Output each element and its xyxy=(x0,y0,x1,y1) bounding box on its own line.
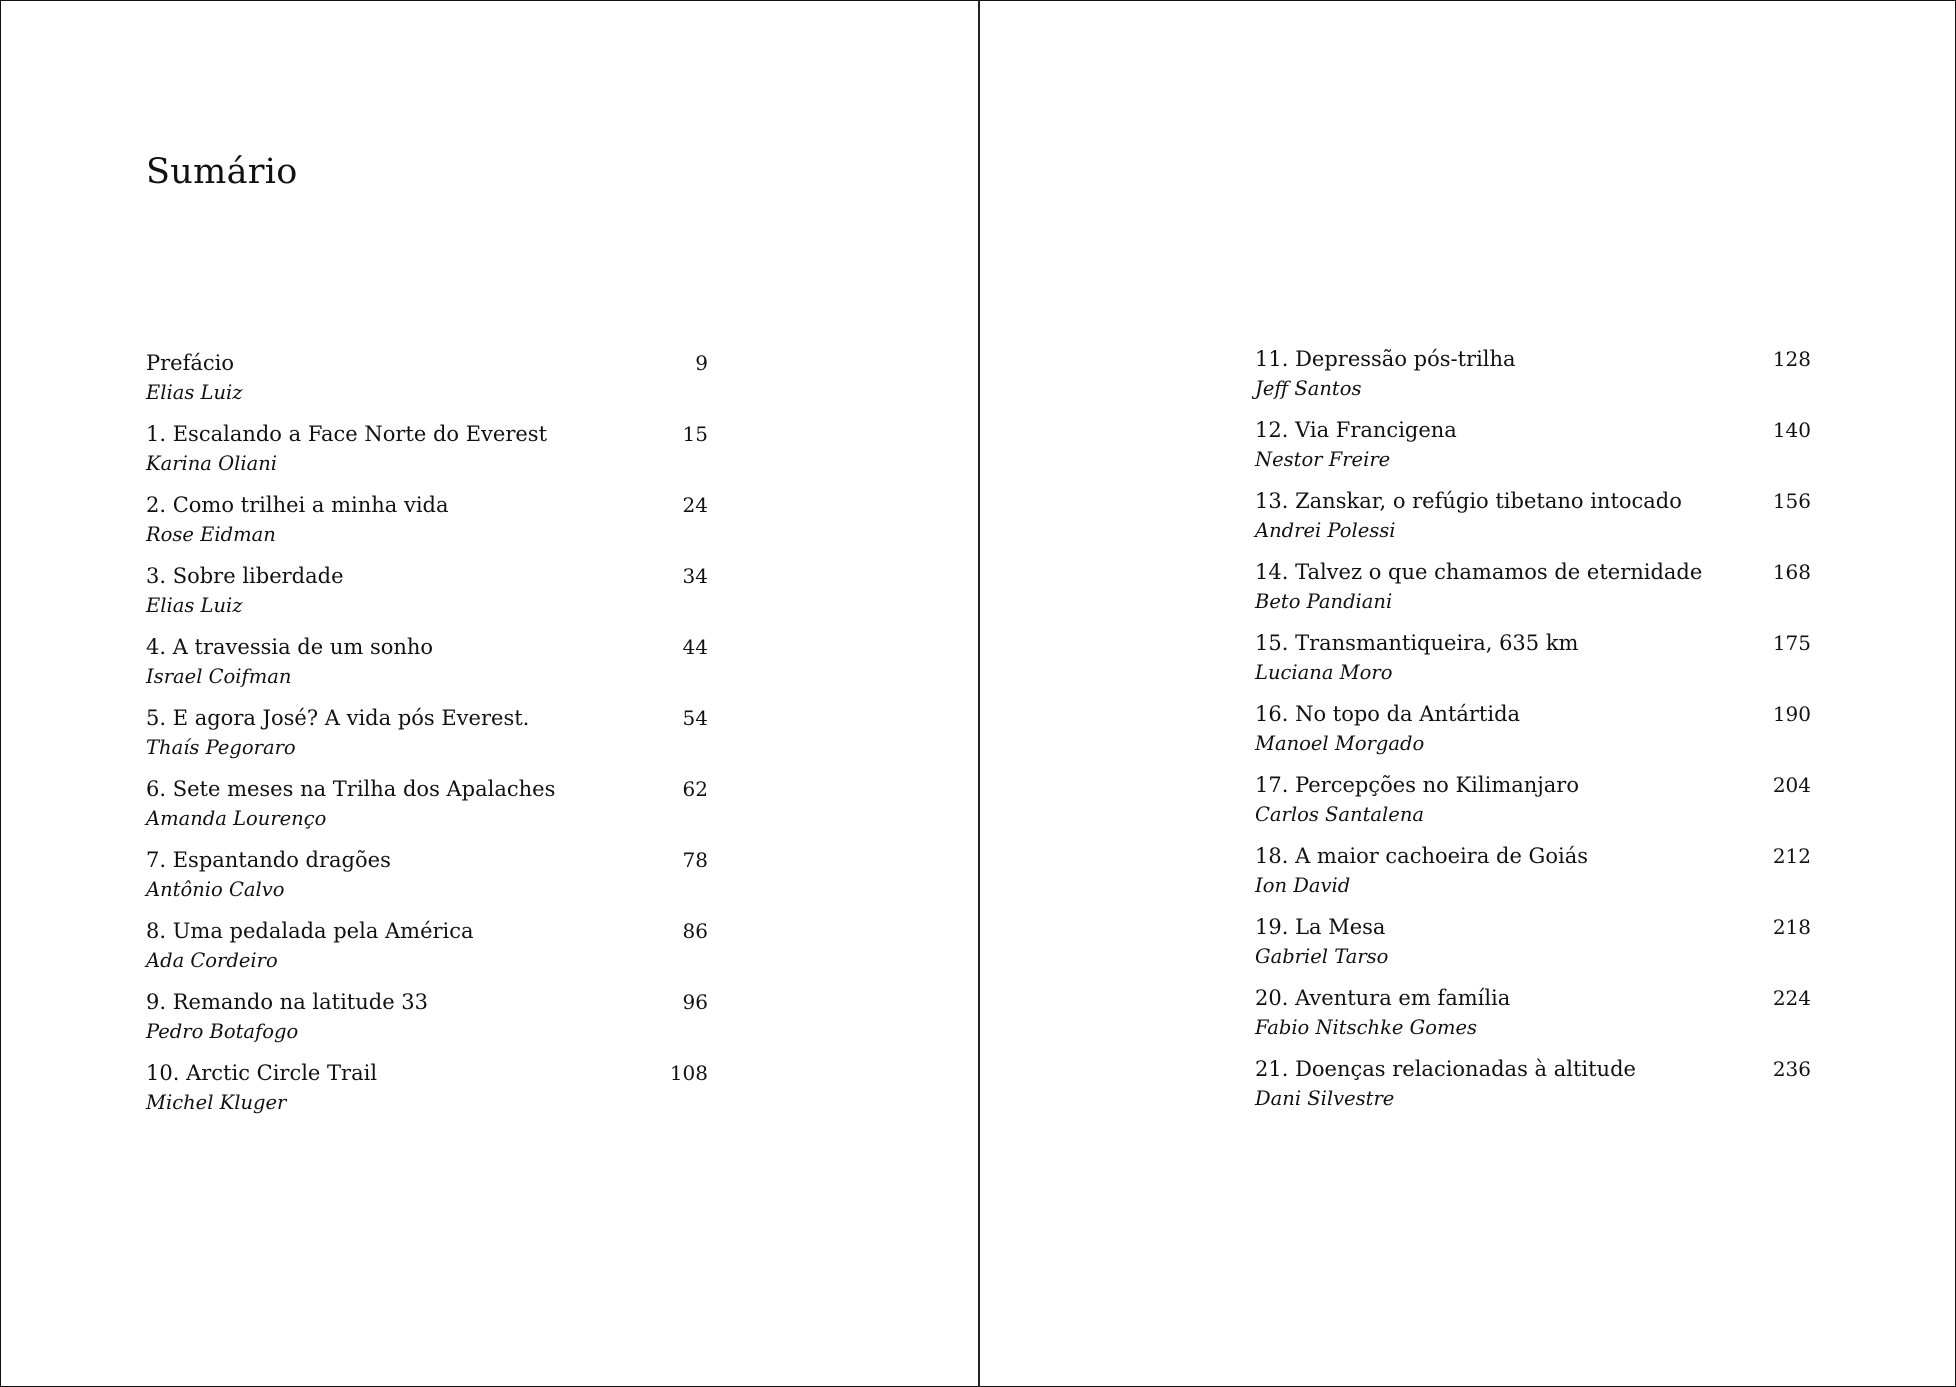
toc-entry-title: 4. A travessia de um sonho xyxy=(146,635,434,659)
toc-entry-page-number: 15 xyxy=(682,422,708,446)
toc-entry-author: Pedro Botafogo xyxy=(146,1020,299,1043)
toc-entry xyxy=(1255,770,1811,841)
toc-entry-title: 2. Como trilhei a minha vida xyxy=(146,493,449,517)
toc-entry-author: Rose Eidman xyxy=(146,523,276,546)
toc-entry-title: 8. Uma pedalada pela América xyxy=(146,919,474,943)
toc-entry-page-number: 54 xyxy=(682,706,708,730)
toc-entry-page-number: 175 xyxy=(1772,631,1811,655)
toc-entry xyxy=(1255,912,1811,983)
toc-entry-author: Antônio Calvo xyxy=(146,878,285,901)
toc-entry-page-number: 140 xyxy=(1772,418,1811,442)
page-title: Sumário xyxy=(146,152,298,192)
toc-entry xyxy=(146,703,708,774)
toc-entry-title: 3. Sobre liberdade xyxy=(146,564,344,588)
toc-entry-page-number: 108 xyxy=(669,1061,708,1085)
toc-entry xyxy=(1255,486,1811,557)
toc-entry-author: Ion David xyxy=(1255,874,1351,897)
toc-entry-title: 6. Sete meses na Trilha dos Apalaches xyxy=(146,777,556,801)
toc-entry xyxy=(1255,841,1811,912)
toc-entry xyxy=(1255,699,1811,770)
toc-entry xyxy=(146,774,708,845)
toc-entry xyxy=(1255,1054,1811,1125)
toc-entry-title: 10. Arctic Circle Trail xyxy=(146,1061,378,1085)
toc-entry-author: Carlos Santalena xyxy=(1255,803,1425,826)
toc-entry-title: 21. Doenças relacionadas à altitude xyxy=(1255,1057,1636,1081)
toc-entry-page-number: 34 xyxy=(682,564,708,588)
toc-entry-author: Israel Coifman xyxy=(146,665,292,688)
toc-entry xyxy=(1255,415,1811,486)
toc-entry-title: 15. Transmantiqueira, 635 km xyxy=(1255,631,1579,655)
toc-entry-title: 14. Talvez o que chamamos de eternidade xyxy=(1255,560,1703,584)
toc-entry-title: 9. Remando na latitude 33 xyxy=(146,990,429,1014)
toc-entry-title: 20. Aventura em família xyxy=(1255,986,1511,1010)
toc-entry-page-number: 96 xyxy=(682,990,708,1014)
toc-entry-author: Karina Oliani xyxy=(146,452,278,475)
toc-entry-title: 5. E agora José? A vida pós Everest. xyxy=(146,706,530,730)
toc-entry xyxy=(146,845,708,916)
toc-entry-title: 11. Depressão pós-trilha xyxy=(1255,347,1516,371)
toc-entry-page-number: 204 xyxy=(1772,773,1811,797)
toc-entry-author: Andrei Polessi xyxy=(1255,519,1396,542)
toc-entry-author: Thaís Pegoraro xyxy=(146,736,296,759)
toc-entry-author: Amanda Lourenço xyxy=(146,807,327,830)
toc-entry-author: Gabriel Tarso xyxy=(1255,945,1389,968)
toc-entry-title: 19. La Mesa xyxy=(1255,915,1386,939)
toc-entry-title: 1. Escalando a Face Norte do Everest xyxy=(146,422,548,446)
page-gutter-divider xyxy=(978,0,980,1387)
toc-entry-title: 13. Zanskar, o refúgio tibetano intocado xyxy=(1255,489,1682,513)
toc-entry-author: Elias Luiz xyxy=(146,594,243,617)
toc-entry xyxy=(146,419,708,490)
toc-entry-author: Nestor Freire xyxy=(1255,448,1391,471)
toc-entry xyxy=(146,916,708,987)
toc-entry-author: Michel Kluger xyxy=(146,1091,287,1114)
toc-entry-page-number: 212 xyxy=(1772,844,1811,868)
toc-entry xyxy=(146,1058,708,1129)
toc-entry-author: Jeff Santos xyxy=(1255,377,1362,400)
toc-entry-page-number: 24 xyxy=(682,493,708,517)
toc-entry-page-number: 190 xyxy=(1772,702,1811,726)
toc-entry-title: Prefácio xyxy=(146,351,235,375)
toc-entry-page-number: 9 xyxy=(695,351,708,375)
toc-entry-page-number: 44 xyxy=(682,635,708,659)
toc-right-column xyxy=(1255,344,1811,1125)
toc-entry xyxy=(146,490,708,561)
toc-entry-author: Manoel Morgado xyxy=(1255,732,1425,755)
toc-entry-title: 17. Percepções no Kilimanjaro xyxy=(1255,773,1579,797)
toc-entry-page-number: 218 xyxy=(1772,915,1811,939)
toc-entry-title: 7. Espantando dragões xyxy=(146,848,391,872)
toc-entry-page-number: 78 xyxy=(682,848,708,872)
toc-entry-page-number: 168 xyxy=(1772,560,1811,584)
toc-entry-title: 12. Via Francigena xyxy=(1255,418,1457,442)
toc-entry-page-number: 62 xyxy=(682,777,708,801)
toc-entry xyxy=(146,632,708,703)
toc-entry xyxy=(1255,557,1811,628)
toc-entry xyxy=(1255,983,1811,1054)
toc-entry xyxy=(1255,344,1811,415)
toc-entry-author: Luciana Moro xyxy=(1255,661,1393,684)
toc-entry-title: 16. No topo da Antártida xyxy=(1255,702,1521,726)
toc-entry-author: Dani Silvestre xyxy=(1255,1087,1395,1110)
toc-entry-page-number: 156 xyxy=(1772,489,1811,513)
toc-entry xyxy=(1255,628,1811,699)
toc-left-column xyxy=(146,348,708,1129)
toc-entry xyxy=(146,987,708,1058)
toc-entry-author: Beto Pandiani xyxy=(1255,590,1393,613)
toc-entry-author: Elias Luiz xyxy=(146,381,243,404)
toc-entry-page-number: 236 xyxy=(1772,1057,1811,1081)
toc-entry-title: 18. A maior cachoeira de Goiás xyxy=(1255,844,1588,868)
toc-entry-page-number: 86 xyxy=(682,919,708,943)
toc-entry-page-number: 128 xyxy=(1772,347,1811,371)
toc-entry xyxy=(146,348,708,419)
toc-entry-author: Ada Cordeiro xyxy=(146,949,278,972)
toc-entry-page-number: 224 xyxy=(1772,986,1811,1010)
toc-entry xyxy=(146,561,708,632)
toc-entry-author: Fabio Nitschke Gomes xyxy=(1255,1016,1478,1039)
